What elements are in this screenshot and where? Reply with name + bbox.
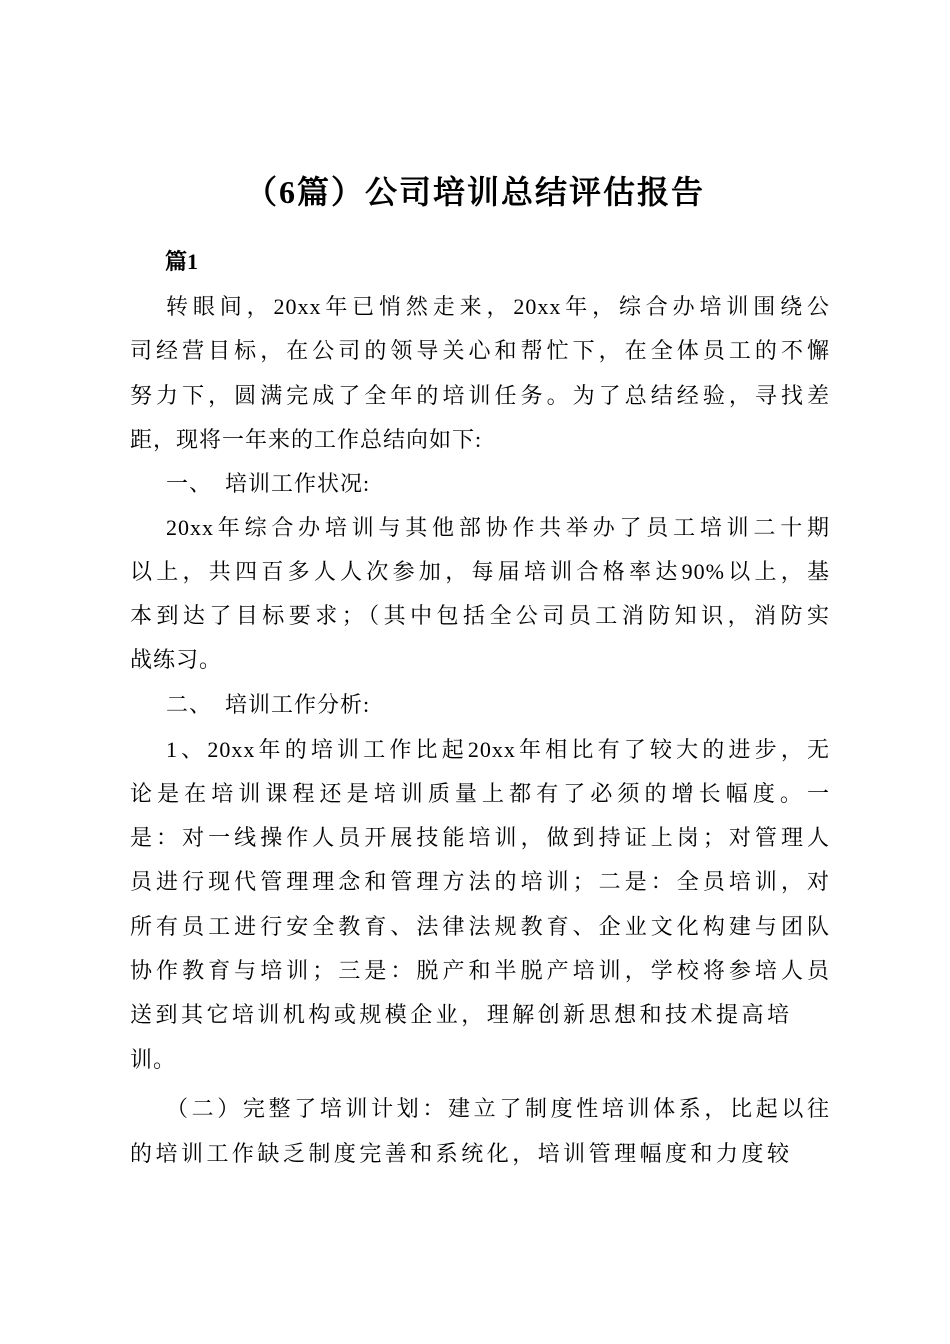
text-line: 转眼间，20xx年已悄然走来，20xx年，综合办培训围绕公 (166, 294, 830, 319)
text-line: 1、20xx年的培训工作比起20xx年相比有了较大的进步，无 (166, 737, 830, 762)
text-line: 的培训工作缺乏制度完善和系统化，培训管理幅度和力度较 (130, 1141, 790, 1166)
text-line: 训。 (130, 1047, 177, 1072)
text-line: 协作教育与培训；三是：脱产和半脱产培训，学校将参培人员 (130, 958, 830, 983)
text-line: 战练习。 (130, 647, 223, 672)
text-line: 以上，共四百多人人次参加，每届培训合格率达90%以上，基 (130, 559, 830, 584)
text-line: 论是在培训课程还是培训质量上都有了必须的增长幅度。一 (130, 781, 830, 806)
text-line: 努力下，圆满完成了全年的培训任务。为了总结经验，寻找差 (130, 383, 830, 408)
text-line: 员进行现代管理理念和管理方法的培训；二是：全员培训，对 (130, 869, 830, 894)
text-line: 20xx年综合办培训与其他部协作共举办了员工培训二十期 (166, 515, 830, 540)
text-line: 司经营目标，在公司的领导关心和帮忙下，在全体员工的不懈 (130, 338, 830, 363)
text-line: 是：对一线操作人员开展技能培训，做到持证上岗；对管理人 (130, 825, 830, 850)
document-title: （6篇）公司培训总结评估报告 (244, 174, 705, 210)
subheading-status: 一、 培训工作状况: (166, 471, 371, 496)
text-line: 距，现将一年来的工作总结向如下: (130, 427, 483, 452)
text-line: 所有员工进行安全教育、法律法规教育、企业文化构建与团队 (130, 914, 830, 939)
text-line: 送到其它培训机构或规模企业，理解创新思想和技术提高培 (130, 1002, 790, 1027)
section-heading: 篇1 (165, 249, 199, 274)
text-line: 本到达了目标要求；（其中包括全公司员工消防知识，消防实 (130, 603, 830, 628)
text-line: （二）完整了培训计划：建立了制度性培训体系，比起以往 (166, 1096, 830, 1121)
subheading-analysis: 二、 培训工作分析: (166, 692, 371, 717)
